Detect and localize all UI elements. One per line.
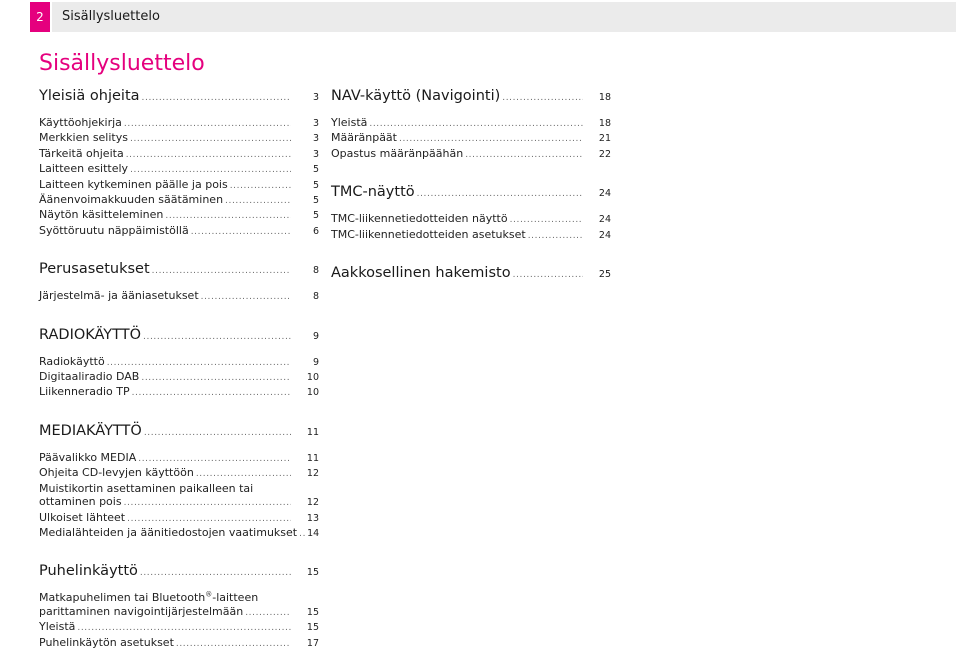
- toc-right-column: [331, 86, 611, 305]
- page-number: 24: [598, 214, 611, 226]
- page-number: 3: [312, 148, 319, 160]
- section-heading-text: NAV-käyttö (Navigointi): [331, 88, 501, 104]
- dot-leader: [130, 133, 291, 146]
- toc-entry[interactable]: [39, 636, 319, 651]
- entry-text: Näytön käsitteleminen: [39, 208, 164, 222]
- entry-text: Yleistä: [39, 620, 76, 634]
- dot-leader: [225, 195, 291, 208]
- toc-entry[interactable]: [39, 526, 319, 541]
- page-number: 3: [312, 92, 319, 103]
- page-number: 14: [307, 527, 320, 539]
- dot-leader: [369, 118, 583, 131]
- toc-entry[interactable]: [331, 228, 611, 243]
- toc-entry[interactable]: [39, 451, 319, 466]
- page-number: 24: [598, 229, 611, 241]
- page-number: 11: [306, 452, 319, 464]
- toc-entry[interactable]: [331, 116, 611, 131]
- toc-entry[interactable]: [39, 620, 319, 635]
- dot-leader: [124, 118, 291, 131]
- page-number: 3: [312, 118, 319, 129]
- entry-text: Puhelinkäytön asetukset: [39, 635, 174, 649]
- page-number: 5: [312, 210, 319, 222]
- entry-text: Järjestelmä- ja ääniasetukset: [39, 289, 199, 303]
- entry-text: Ohjeita CD-levyjen käyttöön: [39, 466, 194, 480]
- entry-text-line: [39, 591, 319, 604]
- page-number: 15: [306, 622, 319, 634]
- toc-entry[interactable]: [331, 212, 611, 227]
- page-number: 18: [598, 92, 611, 103]
- entry-text: TMC-liikennetiedotteiden näyttö: [331, 212, 508, 226]
- dot-leader: [528, 230, 583, 243]
- toc-entry[interactable]: [331, 147, 611, 162]
- page-number-badge: 2: [30, 2, 50, 32]
- toc-entry[interactable]: [39, 355, 319, 370]
- dot-leader: [107, 357, 291, 370]
- section-heading-text: Aakkosellinen hakemisto: [331, 265, 511, 282]
- toc-entry[interactable]: [39, 289, 319, 304]
- dot-leader: [299, 528, 305, 541]
- dot-leader: [176, 638, 291, 651]
- dot-leader: [245, 607, 291, 620]
- dot-leader: [510, 214, 583, 227]
- entry-text: Syöttöruutu näppäimistöllä: [39, 223, 189, 237]
- dot-leader: [191, 226, 291, 239]
- entry-text: Päävalikko MEDIA: [39, 450, 137, 464]
- registered-mark: ®: [205, 590, 213, 599]
- dot-leader: [144, 423, 291, 443]
- page-title: Sisällysluettelo: [39, 51, 205, 76]
- section-heading-text: Yleisiä ohjeita: [39, 88, 140, 104]
- toc-section: [39, 325, 319, 401]
- toc-section-heading[interactable]: [39, 86, 319, 108]
- section-heading-text: MEDIAKÄYTTÖ: [39, 422, 142, 439]
- entry-text: Digitaaliradio DAB: [39, 370, 140, 384]
- page-header: [0, 0, 960, 34]
- toc-entry[interactable]: [39, 193, 319, 208]
- page-number: 5: [312, 179, 319, 191]
- toc-entry[interactable]: [39, 385, 319, 400]
- page-number: 10: [306, 387, 319, 399]
- page-number: 12: [306, 497, 319, 509]
- page-number: 22: [598, 148, 611, 160]
- toc-section: [39, 421, 319, 541]
- toc-section: [331, 263, 611, 285]
- dot-leader: [165, 210, 291, 223]
- toc-section: [39, 86, 319, 239]
- toc-entry[interactable]: [39, 495, 319, 510]
- section-heading-text: TMC-näyttö: [331, 184, 415, 201]
- dot-leader: [399, 133, 583, 146]
- toc-section-heading[interactable]: [331, 182, 611, 204]
- dot-leader: [201, 291, 291, 304]
- toc-section: [331, 86, 611, 162]
- entry-text-part: Matkapuhelimen tai Bluetooth: [39, 591, 206, 605]
- page-number: 9: [312, 330, 319, 342]
- toc-section-heading[interactable]: [331, 263, 611, 285]
- section-heading-text: RADIOKÄYTTÖ: [39, 326, 142, 343]
- toc-section-heading[interactable]: [39, 325, 319, 347]
- page-number: 15: [306, 606, 319, 618]
- entry-text: ottaminen pois: [39, 495, 122, 509]
- page-number: 15: [306, 567, 319, 579]
- toc-section-heading[interactable]: [39, 259, 319, 281]
- toc-entry[interactable]: [39, 511, 319, 526]
- page-number: 17: [306, 637, 319, 649]
- entry-text-line: Muistikortin asettaminen paikalleen tai: [39, 481, 254, 495]
- dot-leader: [126, 149, 291, 162]
- page-number: 5: [312, 195, 319, 207]
- toc-section-heading[interactable]: [39, 561, 319, 583]
- page-number: 25: [598, 269, 611, 281]
- dot-leader: [130, 164, 291, 177]
- dot-leader: [132, 387, 291, 400]
- entry-text: Yleistä: [331, 116, 368, 129]
- toc-section: [39, 561, 319, 651]
- toc-entry[interactable]: [331, 131, 611, 146]
- page-number: 8: [312, 291, 319, 303]
- entry-text: TMC-liikennetiedotteiden asetukset: [331, 227, 526, 241]
- toc-entry[interactable]: [39, 605, 319, 620]
- dot-leader: [127, 513, 291, 526]
- entry-text: Äänenvoimakkuuden säätäminen: [39, 193, 224, 207]
- entry-text: Merkkien selitys: [39, 131, 128, 145]
- entry-text: Määränpäät: [331, 131, 397, 145]
- entry-text: Laitteen esittely: [39, 162, 129, 176]
- toc-entry[interactable]: [39, 131, 319, 146]
- page-number: 3: [312, 133, 319, 145]
- entry-text: Tärkeitä ohjeita: [39, 146, 124, 160]
- section-heading-text: Perusasetukset: [39, 261, 150, 278]
- dot-leader: [465, 149, 583, 162]
- dot-leader: [77, 622, 291, 635]
- dot-leader: [502, 88, 583, 108]
- entry-text: Käyttöohjekirja: [39, 116, 122, 129]
- toc-entry[interactable]: [39, 116, 319, 131]
- dot-leader: [152, 261, 291, 281]
- toc-section: [39, 259, 319, 304]
- dot-leader: [141, 372, 291, 385]
- section-heading-text: Puhelinkäyttö: [39, 563, 138, 580]
- toc-section: [331, 182, 611, 243]
- header-title: Sisällysluettelo: [52, 2, 956, 32]
- entry-text: Ulkoiset lähteet: [39, 510, 126, 524]
- entry-text: parittaminen navigointijärjestelmään: [39, 604, 244, 618]
- dot-leader: [230, 180, 291, 193]
- toc-entry[interactable]: [39, 224, 319, 239]
- page-number: 12: [306, 468, 319, 480]
- entry-text: Opastus määränpäähän: [331, 146, 464, 160]
- page-number: 5: [312, 164, 319, 176]
- dot-leader: [143, 327, 291, 347]
- toc-left-column: [39, 86, 319, 671]
- entry-text: Laitteen kytkeminen päälle ja pois: [39, 177, 228, 191]
- toc-entry[interactable]: [39, 178, 319, 193]
- page-number: 9: [312, 356, 319, 368]
- dot-leader: [513, 265, 583, 285]
- page-number: 11: [306, 426, 319, 438]
- dot-leader: [196, 468, 291, 481]
- dot-leader: [138, 453, 291, 466]
- toc-section-heading[interactable]: [331, 86, 611, 108]
- page-number: 6: [312, 225, 319, 237]
- page-number: 18: [598, 118, 611, 129]
- toc-entry[interactable]: [39, 162, 319, 177]
- page-number: 13: [306, 512, 319, 524]
- dot-leader: [140, 563, 291, 583]
- toc-section-heading[interactable]: [39, 421, 319, 443]
- page-number: 24: [598, 188, 611, 200]
- entry-text: Liikenneradio TP: [39, 385, 130, 399]
- dot-leader: [124, 497, 291, 510]
- page-number: 10: [306, 372, 319, 384]
- toc-entry[interactable]: [39, 147, 319, 162]
- page-number: 21: [598, 133, 611, 145]
- page-number: 8: [312, 265, 319, 277]
- entry-text-part: -laitteen: [212, 591, 259, 605]
- toc-entry[interactable]: [39, 208, 319, 223]
- toc-entry[interactable]: [39, 370, 319, 385]
- entry-text: Radiokäyttö: [39, 354, 105, 368]
- toc-entry[interactable]: [39, 466, 319, 481]
- entry-text: Medialähteiden ja äänitiedostojen vaatimukset: [39, 525, 298, 539]
- dot-leader: [417, 184, 583, 204]
- dot-leader: [142, 88, 291, 108]
